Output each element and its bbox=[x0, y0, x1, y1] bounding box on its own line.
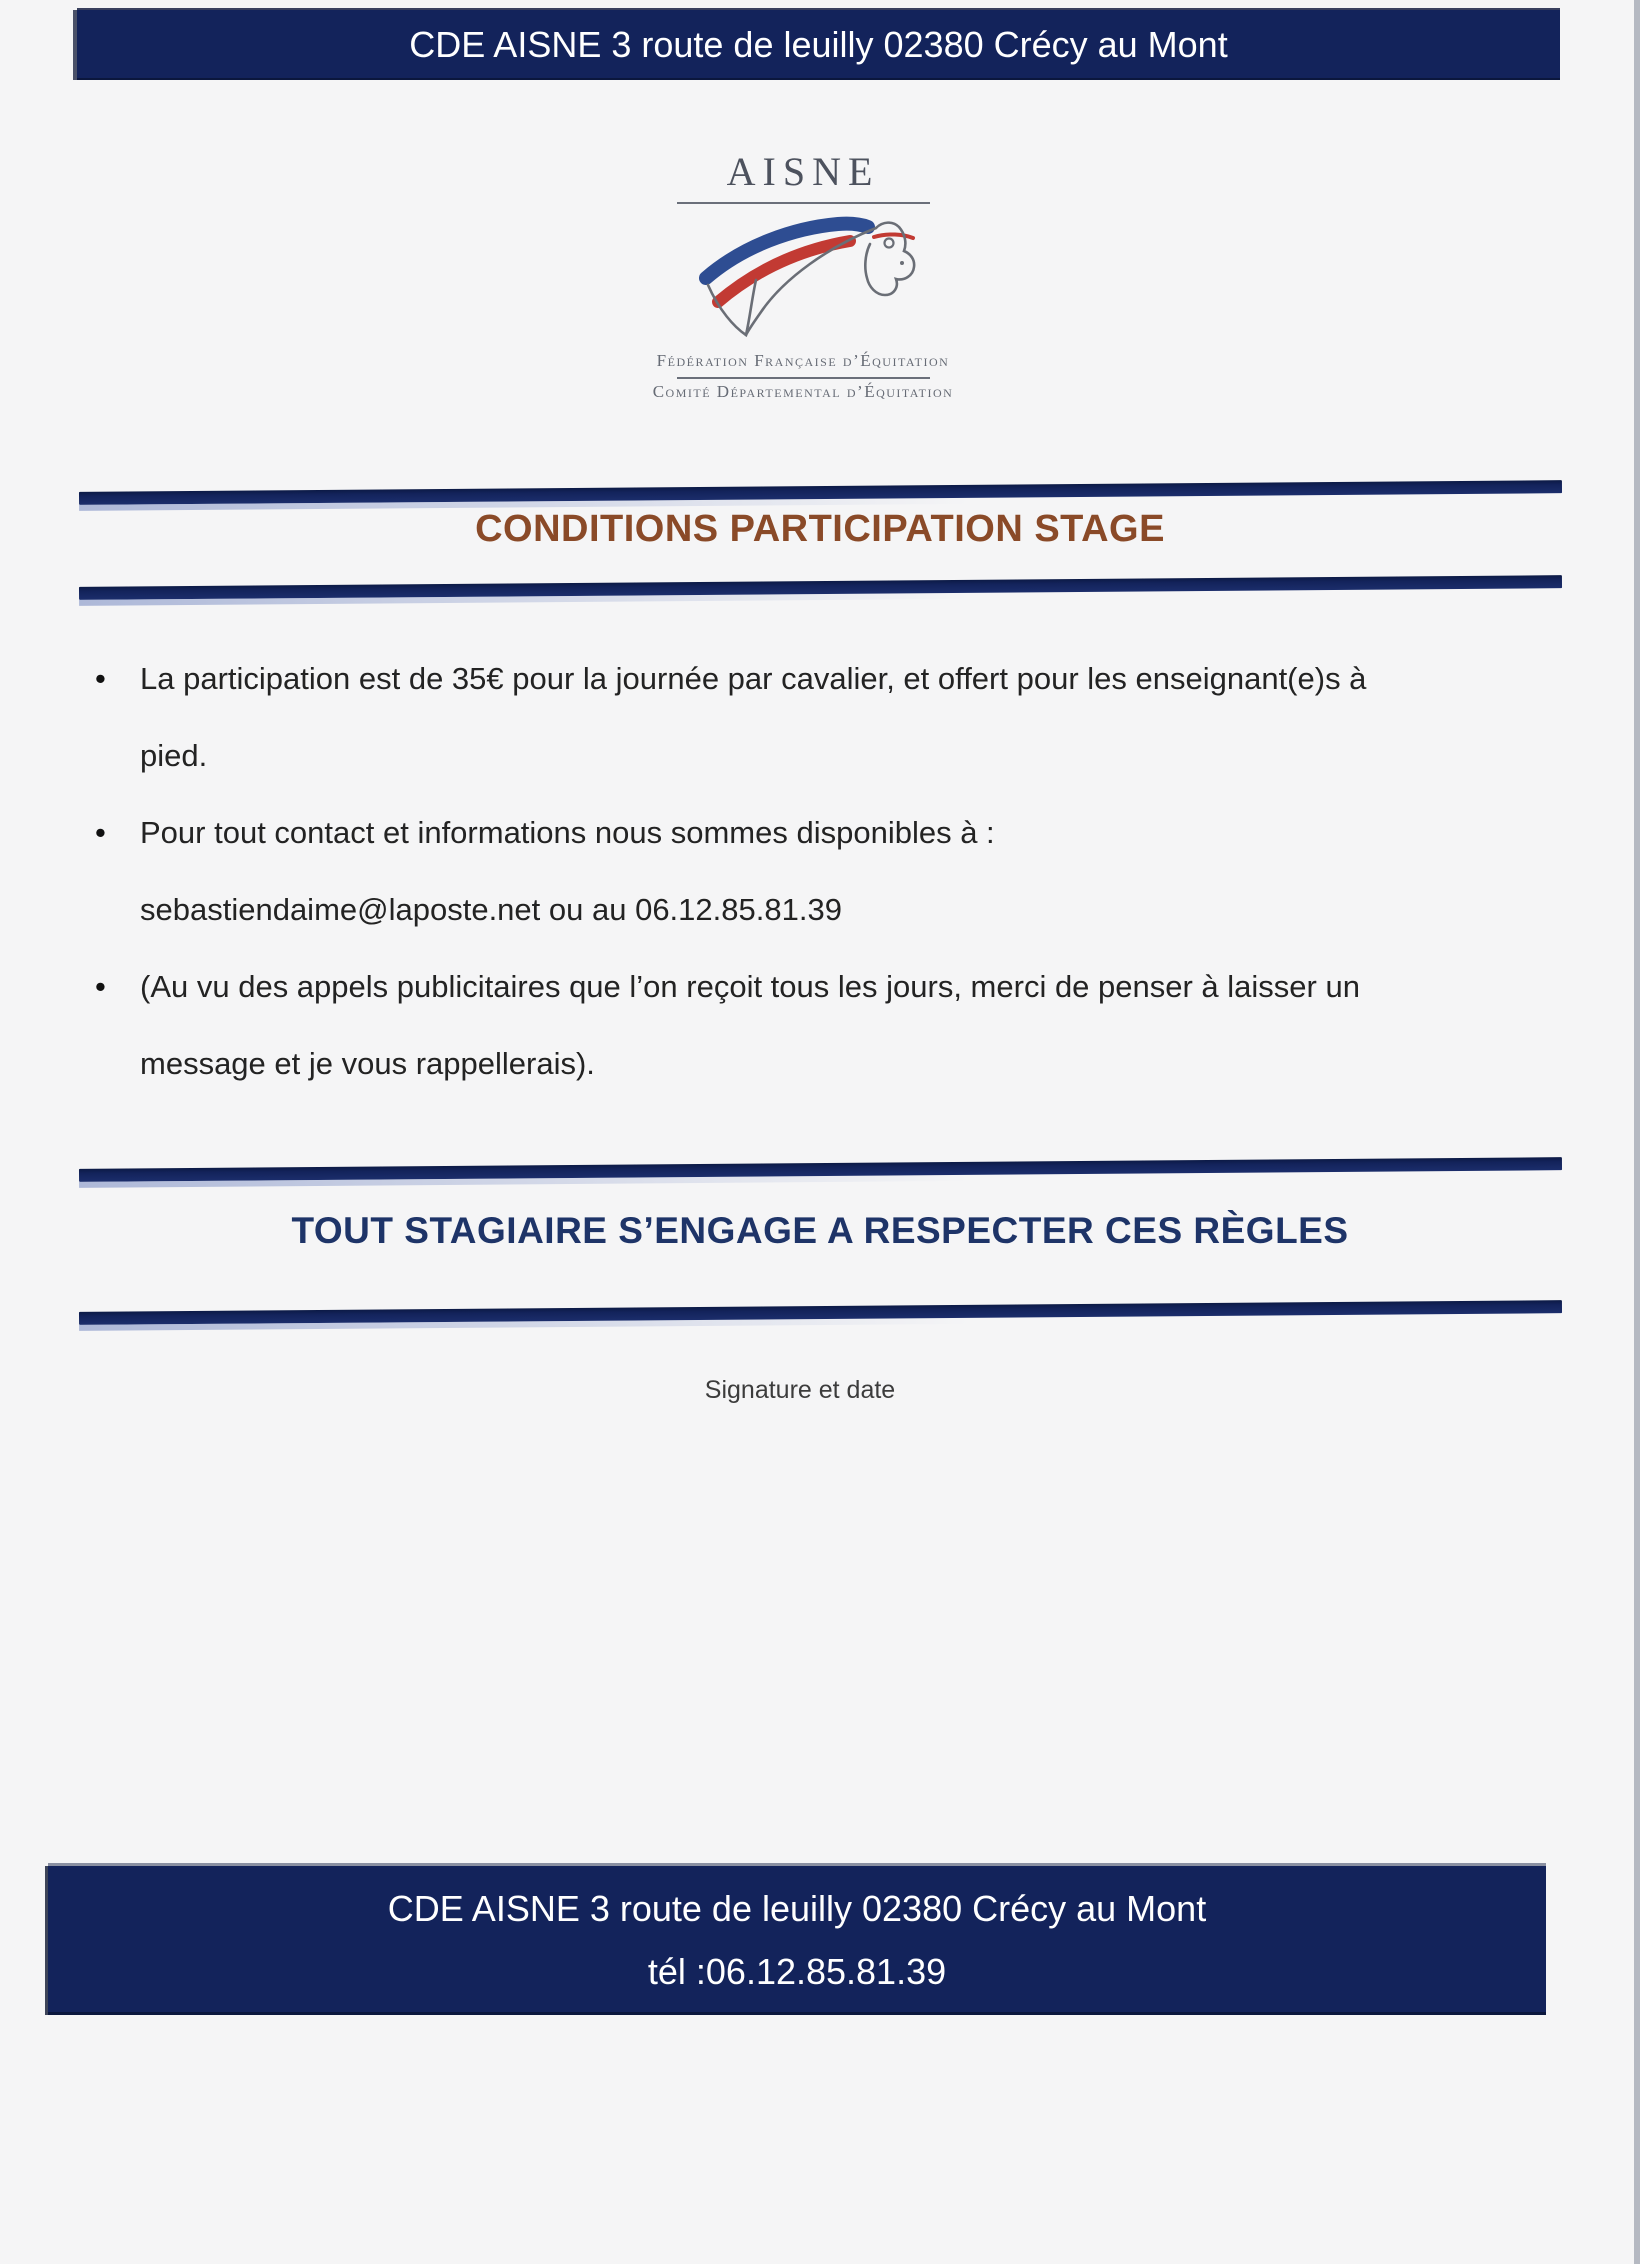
ffe-horse-logo-icon bbox=[688, 212, 918, 348]
logo-rule bbox=[677, 202, 930, 204]
logo-region-name: AISNE bbox=[726, 149, 880, 194]
bullet-text-line: message et je vous rappellerais). bbox=[140, 1046, 595, 1081]
bullet-item bbox=[80, 640, 1580, 794]
footer-address: CDE AISNE 3 route de leuilly 02380 Crécy au Mont bbox=[387, 1887, 1207, 1929]
engagement-section-title: TOUT STAGIAIRE S’ENGAGE A RESPECTER CES RÈGLES bbox=[291, 1210, 1349, 1251]
bullet-item bbox=[80, 948, 1580, 1102]
bullet-item bbox=[80, 794, 1580, 948]
conditions-bullet-list bbox=[80, 640, 1580, 1102]
section-divider bbox=[79, 480, 1562, 505]
bullet-marker-icon: • bbox=[95, 815, 106, 850]
bullet-marker-icon: • bbox=[95, 969, 106, 1004]
bullet-marker-icon: • bbox=[95, 661, 106, 696]
footer-banner bbox=[48, 1866, 1546, 2015]
bullet-text-line: (Au vu des appels publicitaires que l’on reçoit tous les jours, merci de penser à laisser un bbox=[140, 969, 1360, 1004]
logo-committee-name: Comité Départemental d’Équitation bbox=[652, 382, 954, 401]
conditions-section-title: CONDITIONS PARTICIPATION STAGE bbox=[475, 508, 1165, 550]
bullet-text-line: sebastiendaime@laposte.net ou au 06.12.85.81.39 bbox=[140, 892, 842, 927]
signature-date-label: Signature et date bbox=[704, 1376, 896, 1404]
scan-edge-shadow bbox=[1634, 0, 1640, 2264]
footer-phone: tél :06.12.85.81.39 bbox=[647, 1951, 947, 1993]
section-divider bbox=[79, 575, 1562, 600]
bullet-text-line: pied. bbox=[140, 738, 208, 773]
header-banner-text: CDE AISNE 3 route de leuilly 02380 Crécy au Mont bbox=[409, 24, 1228, 65]
section-divider bbox=[79, 1300, 1562, 1325]
header-banner bbox=[77, 10, 1560, 80]
section-divider bbox=[79, 1157, 1562, 1182]
logo-federation-name: Fédération Française d’Équitation bbox=[656, 351, 950, 370]
bullet-text-line: La participation est de 35€ pour la journée par cavalier, et offert pour les enseignant(e)s à bbox=[140, 661, 1367, 696]
bullet-text-line: Pour tout contact et informations nous sommes disponibles à : bbox=[140, 815, 995, 850]
logo-rule bbox=[677, 377, 930, 379]
